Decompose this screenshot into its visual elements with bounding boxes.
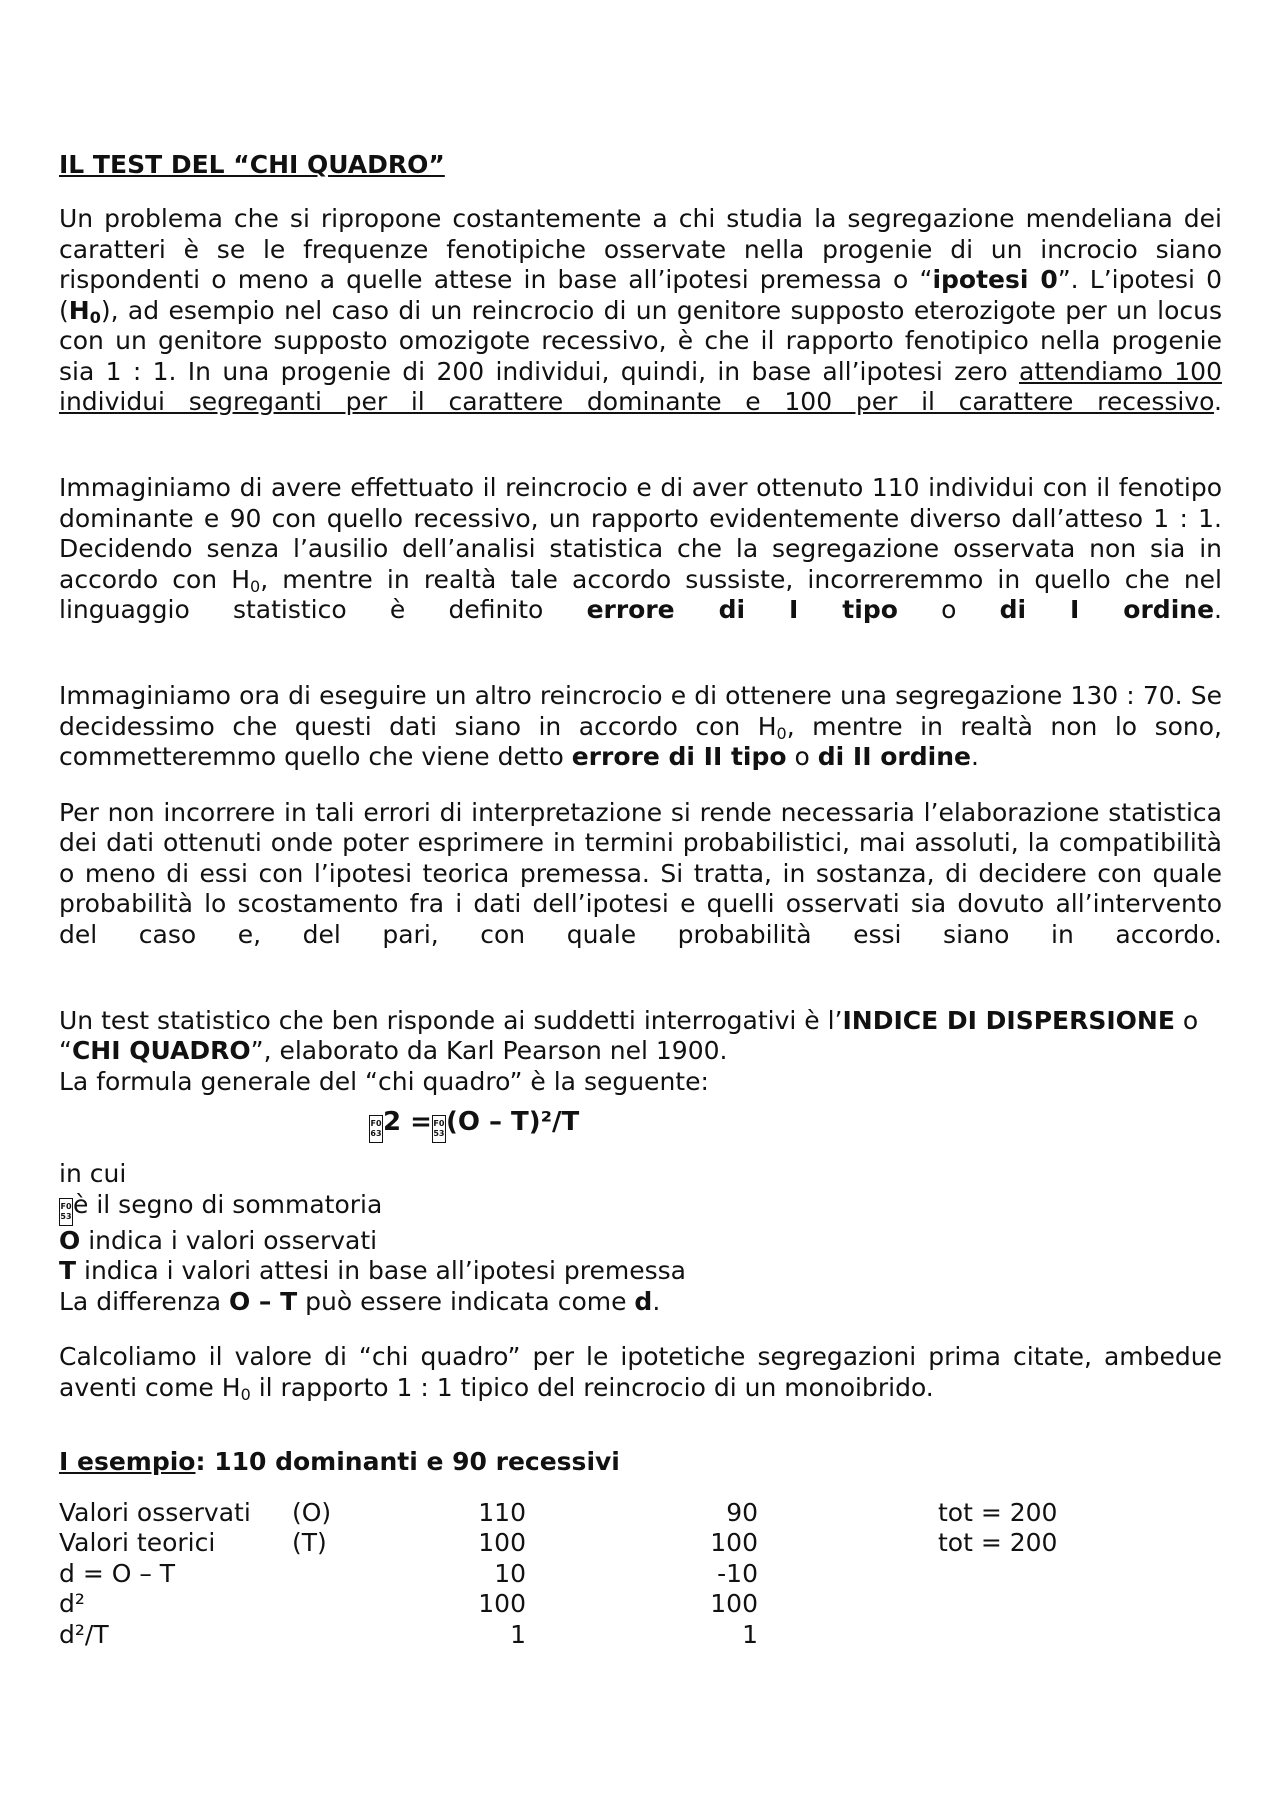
text: Un test statistico che ben risponde ai suddetti interrogativi è l’	[59, 1005, 843, 1035]
table-cell: 100	[710, 1528, 758, 1557]
paragraph-intro	[59, 204, 1222, 448]
table-cell: 1	[742, 1619, 758, 1649]
bold-term: errore di II tipo	[571, 742, 787, 771]
table-row	[59, 1528, 1057, 1559]
text: , mentre in realtà tale accordo sussiste, incorreremmo in quello che nel linguaggio statistico è definito	[59, 564, 1223, 624]
table-cell: 100	[478, 1528, 526, 1557]
paragraph-statistics: Per non incorrere in tali errori di interpretazione si rende necessaria l’elaborazione statistica dei dati ottenuti onde poter esprimere in termini probabilistici, mai assoluti, la compatibilità o meno di essi con l’ipotesi teorica premessa. Si tratta, in sostanza, di decidere con quale probabilità lo scostamento fra i dati dell’ipotesi e quelli osservati sia dovuto all’intervento del caso e, del pari, con quale probabilità essi siano in accordo.	[59, 797, 1222, 949]
subscript: 0	[250, 576, 261, 596]
h0-symbol: $H_0$	[68, 295, 101, 327]
legend-line: T indica i valori attesi in base all’ipotesi premessa	[59, 1256, 686, 1285]
text: Immaginiamo ora di eseguire un altro reincrocio e di ottenere una segregazione 130 : 70. Se decidessimo che questi dati siano in accordo con H	[59, 681, 1222, 741]
table-cell: (T)	[292, 1528, 327, 1557]
legend-line: La differenza O – T può essere indicata come d.	[59, 1286, 661, 1316]
example-title: I esempio: 110 dominanti e 90 recessivi	[59, 1447, 620, 1476]
text: Calcoliamo il valore di “chi quadro” per le ipotetiche segregazioni prima citate, ambedue aventi come H	[59, 1342, 1222, 1402]
table-cell	[758, 1498, 938, 1529]
table-cell: tot = 200	[938, 1497, 1058, 1527]
table-cell	[758, 1559, 938, 1590]
bold-term: di II ordine	[817, 742, 971, 771]
table-cell	[758, 1589, 938, 1620]
text: ”. L’ipotesi 0 (	[59, 265, 1222, 325]
subscript: 0	[776, 723, 787, 743]
text: .	[1214, 387, 1222, 416]
sigma-symbol-icon: F0 53	[432, 1115, 446, 1143]
paragraph-type-two-error	[59, 681, 1222, 773]
chi-symbol-icon: F0 63	[369, 1115, 383, 1143]
text: il rapporto 1 : 1 tipico del reincrocio di un monoibrido.	[250, 1372, 934, 1402]
text: ”, elaborato da Karl Pearson nel 1900.	[250, 1036, 728, 1065]
table-cell	[758, 1528, 938, 1559]
table-cell: Valori osservati	[59, 1497, 251, 1527]
text: o	[897, 595, 1000, 624]
table-cell: tot = 200	[938, 1528, 1058, 1557]
paragraph-chi-square-intro	[59, 1006, 1222, 1098]
table-cell: 100	[710, 1589, 758, 1618]
table-cell	[292, 1620, 426, 1651]
table-cell	[938, 1589, 1057, 1620]
table-row	[59, 1559, 1057, 1590]
table-cell	[938, 1559, 1057, 1590]
legend-line: O indica i valori osservati	[59, 1225, 378, 1255]
table-row	[59, 1589, 1057, 1620]
text: Un problema che si ripropone costantemente a chi studia la segregazione mendeliana dei caratteri è se le frequenze fenotipiche osservate nella progenie di un incrocio siano rispondenti o meno a quelle attese in base all’ipotesi premessa o “	[59, 204, 1222, 294]
table-cell: 1	[510, 1619, 526, 1649]
table-cell	[758, 1620, 938, 1651]
text: o “	[59, 1005, 1199, 1065]
text: ), ad esempio nel caso di un reincrocio di un genitore supposto eterozigote per un locus con un genitore supposto omozigote recessivo, è che il rapporto fenotipico nella progenie sia 1 : 1. In una progenie di 200 individui, quindi, in base all’ipotesi zero	[59, 295, 1222, 386]
chi-square-formula	[59, 1105, 1222, 1145]
page-title: IL TEST DEL “CHI QUADRO”	[59, 150, 445, 179]
table-cell: 10	[494, 1558, 526, 1588]
example-values-table	[59, 1498, 1057, 1651]
table-cell: d = O – T	[59, 1558, 176, 1588]
table-cell: d²	[59, 1589, 85, 1618]
underlined-text: attendiamo 100 individui segreganti per il carattere dominante e 100 per il carattere recessivo	[59, 356, 1222, 416]
table-cell: -10	[717, 1558, 758, 1588]
bold-term: CHI QUADRO	[71, 1036, 251, 1065]
table-cell: (O)	[292, 1497, 332, 1527]
formula-legend	[59, 1159, 1222, 1317]
table-cell	[938, 1620, 1057, 1651]
text: .	[970, 742, 979, 771]
bold-term: errore di I tipo	[586, 595, 898, 624]
table-cell: 110	[478, 1497, 526, 1527]
formula-text: 2 =	[383, 1107, 432, 1137]
paragraph-type-one-error	[59, 473, 1222, 656]
text: La formula generale del “chi quadro” è la seguente:	[59, 1066, 709, 1096]
text: o	[786, 742, 818, 771]
text: Immaginiamo di avere effettuato il reincrocio e di aver ottenuto 110 individui con il fenotipo dominante e 90 con quello recessivo, un rapporto evidentemente diverso dall’atteso 1 : 1. Decidendo senza l’ausilio dell’analisi statistica che la segregazione osservata non sia in accordo con H	[59, 473, 1222, 594]
text: , mentre in realtà non lo sono, commetteremmo quello che viene detto	[59, 711, 1222, 771]
table-row	[59, 1620, 1057, 1651]
document-page	[59, 150, 1222, 1650]
bold-term: INDICE DI DISPERSIONE	[842, 1005, 1175, 1035]
table-cell: 100	[478, 1589, 526, 1618]
subscript: 0	[240, 1384, 251, 1404]
table-cell: d²/T	[59, 1619, 109, 1649]
legend-line: in cui	[59, 1159, 127, 1188]
table-cell: 90	[726, 1497, 758, 1527]
table-cell	[292, 1559, 426, 1590]
bold-term: di I ordine	[999, 595, 1215, 624]
table-cell	[292, 1589, 426, 1620]
sigma-symbol-icon: F0 53	[59, 1198, 73, 1226]
paragraph-calculation	[59, 1342, 1222, 1403]
bold-term: ipotesi 0	[932, 265, 1058, 294]
table-row	[59, 1498, 1057, 1529]
legend-line: F0 53è il segno di sommatoria	[59, 1190, 1222, 1226]
table-cell: Valori teorici	[59, 1528, 216, 1557]
formula-text: (O – T)²/T	[445, 1107, 580, 1137]
text: .	[1214, 595, 1222, 624]
